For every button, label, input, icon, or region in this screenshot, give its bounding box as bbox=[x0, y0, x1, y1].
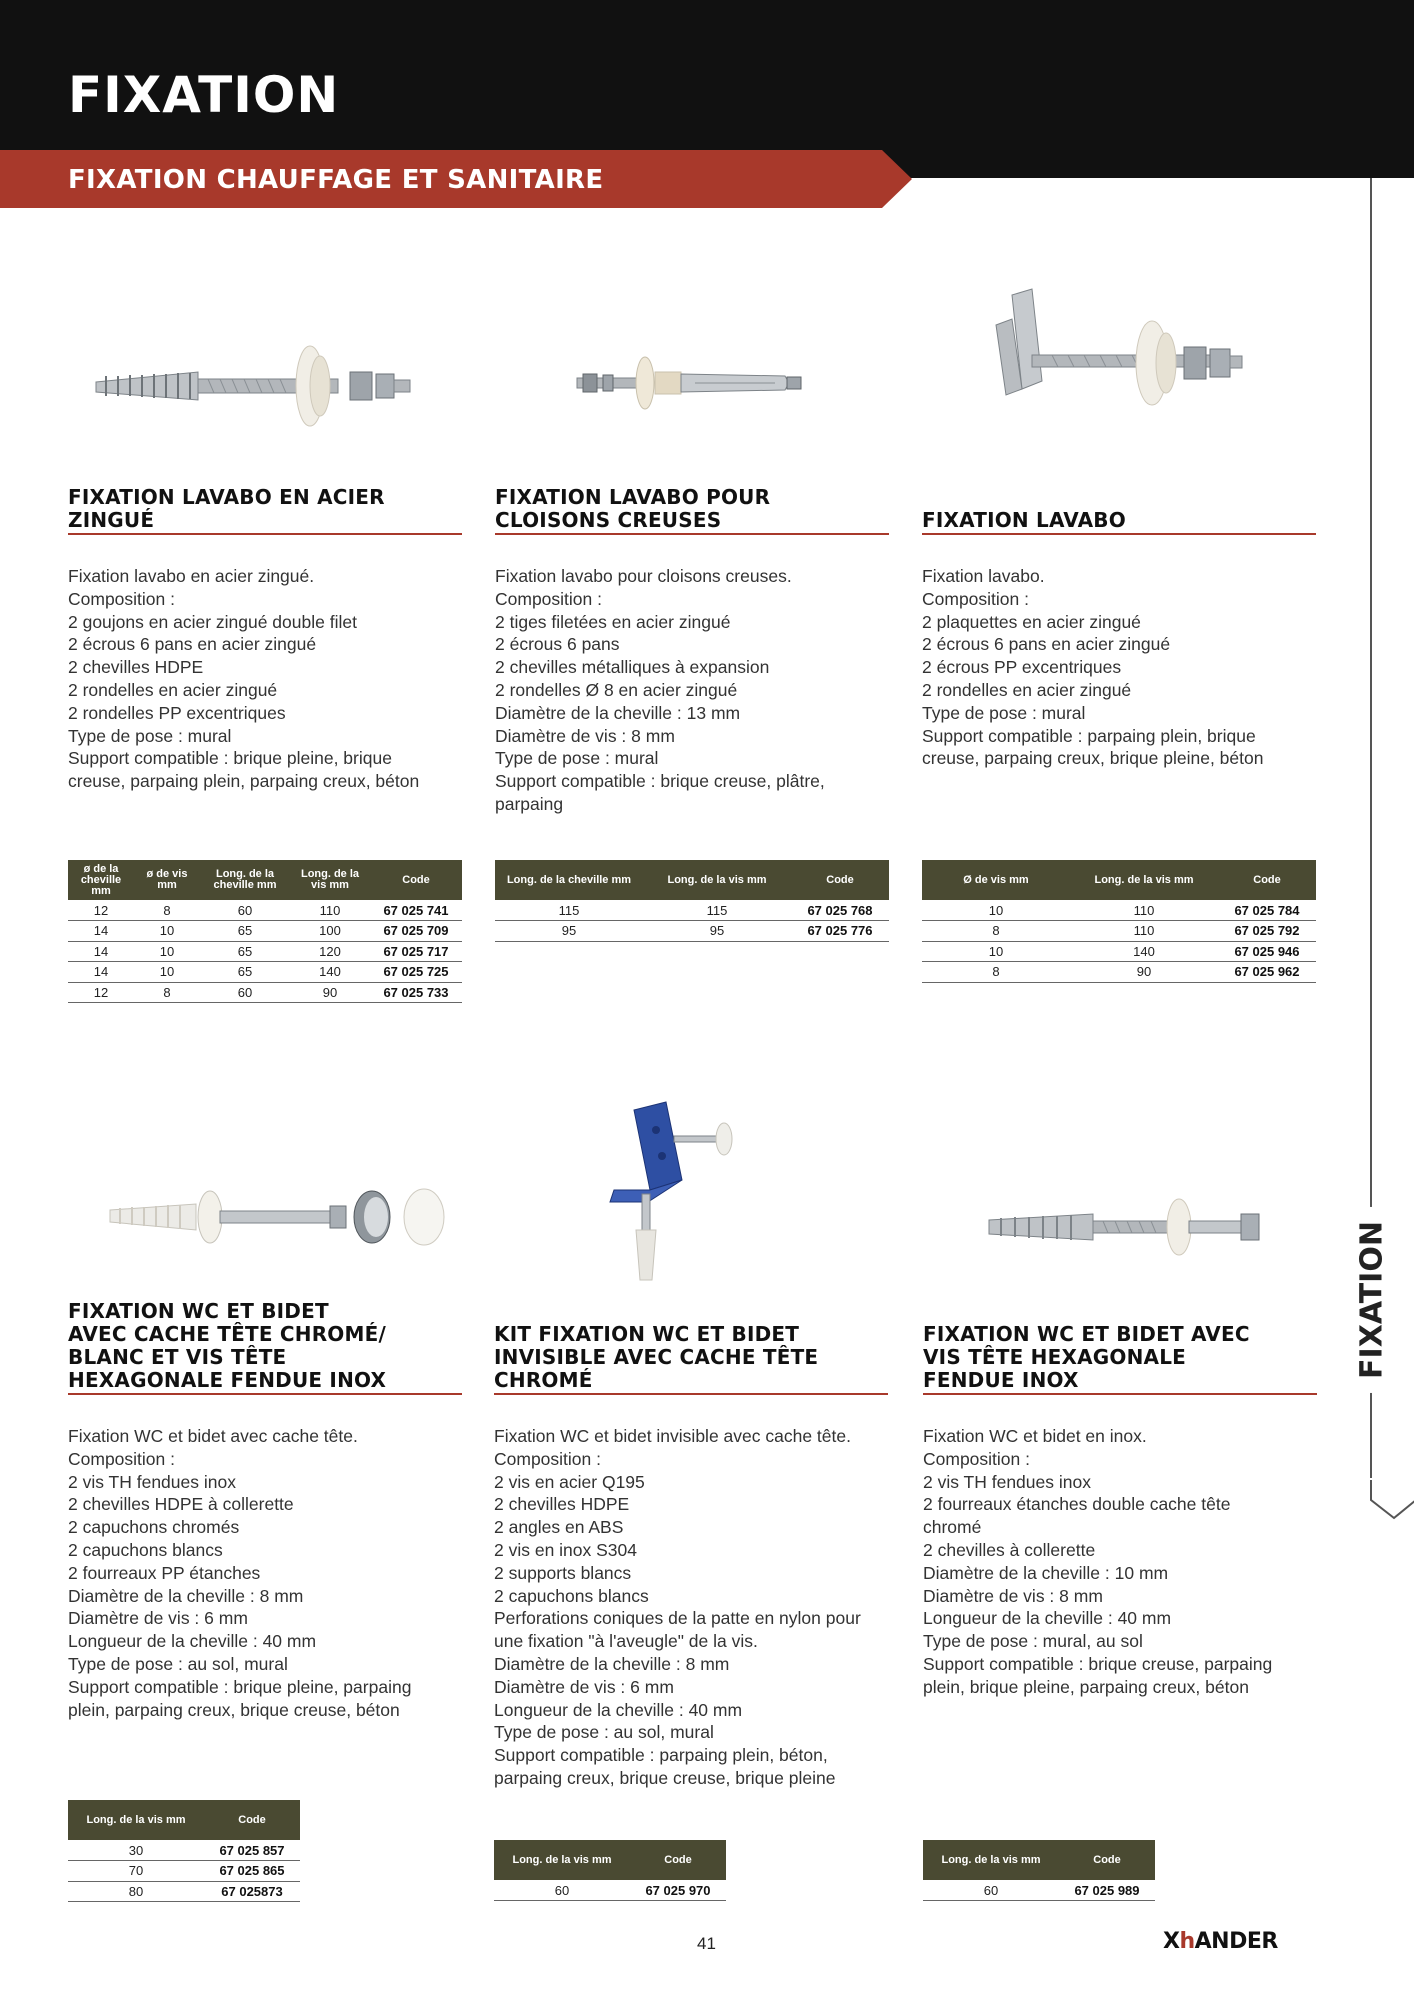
product-description: Fixation lavabo pour cloisons creuses. Composition : 2 tiges filetées en acier zingué 2 écrous 6 pans 2 chevilles métalliques à expansion 2 rondelles Ø 8 en acier zingué Diamètre de la cheville : 13 mm Diamètre de vis : 8 mm Type de pose : mural Support compatible : brique creuse, plâtre, parpaing bbox=[495, 566, 825, 814]
table-row: 60 67 025 989 bbox=[923, 1880, 1155, 1901]
spec-table bbox=[68, 860, 462, 1003]
product-image-wc-hex-bolt bbox=[983, 1190, 1273, 1270]
title-divider bbox=[495, 533, 889, 535]
table-row: 12 8 60 90 67 025 733 bbox=[68, 982, 462, 1003]
page-title: FIXATION bbox=[68, 66, 340, 124]
column-header: Long. de la vis mm bbox=[1070, 860, 1218, 900]
product-card bbox=[494, 1100, 888, 1920]
product-title: FIXATION LAVABO EN ACIER ZINGUÉ bbox=[68, 485, 385, 532]
product-card bbox=[922, 300, 1316, 1020]
title-divider bbox=[923, 1393, 1317, 1395]
product-title: FIXATION WC ET BIDET AVEC CACHE TÊTE CHROMÉ/ BLANC ET VIS TÊTE HEXAGONALE FENDUE INOX bbox=[68, 1299, 387, 1392]
page-number: 41 bbox=[697, 1934, 716, 1953]
brand-logo: XhANDER bbox=[1163, 1929, 1278, 1954]
table-row: 30 67 025 857 bbox=[68, 1840, 300, 1861]
side-tab-label: FIXATION bbox=[1355, 1207, 1390, 1393]
table-row: 8 110 67 025 792 bbox=[922, 921, 1316, 942]
product-image-wall-anchor-bolt bbox=[88, 310, 433, 460]
table-row: 80 67 025873 bbox=[68, 1881, 300, 1902]
column-header: Long. de la vis mm bbox=[643, 860, 791, 900]
table-row: 115 115 67 025 768 bbox=[495, 900, 889, 921]
column-header: Code bbox=[791, 860, 889, 900]
column-header: Code bbox=[370, 860, 462, 900]
product-card bbox=[68, 1100, 462, 1920]
product-image-wc-fixing-with-caps bbox=[106, 1160, 451, 1270]
column-header: Code bbox=[1218, 860, 1316, 900]
product-image-invisible-wc-kit bbox=[604, 1090, 764, 1290]
table-row: 8 90 67 025 962 bbox=[922, 962, 1316, 983]
column-header: Long. de la vis mm bbox=[290, 860, 370, 900]
column-header: Code bbox=[630, 1840, 726, 1880]
spec-table bbox=[922, 860, 1316, 983]
spec-table bbox=[494, 1840, 726, 1901]
table-row: 14 10 65 100 67 025 709 bbox=[68, 921, 462, 942]
product-card bbox=[923, 1100, 1317, 1920]
product-title: FIXATION LAVABO bbox=[922, 508, 1126, 532]
table-row: 14 10 65 140 67 025 725 bbox=[68, 962, 462, 983]
column-header: Long. de la vis mm bbox=[68, 1800, 204, 1840]
column-header: Long. de la vis mm bbox=[923, 1840, 1059, 1880]
spec-table bbox=[495, 860, 889, 942]
section-title: FIXATION CHAUFFAGE ET SANITAIRE bbox=[68, 165, 604, 195]
product-description: Fixation WC et bidet en inox. Composition : 2 vis TH fendues inox 2 fourreaux étanches double cache tête chromé 2 chevilles à collerette Diamètre de la cheville : 10 mm Diamètre de vis : 8 mm Longueur de la cheville : 40 mm Type de pose : mural, au sol Support compatible : brique creuse, parpaing plein, brique pleine, parpaing creux, béton bbox=[923, 1426, 1273, 1697]
table-row: 10 140 67 025 946 bbox=[922, 941, 1316, 962]
product-image-hollow-wall-anchor bbox=[565, 320, 825, 450]
title-divider bbox=[68, 533, 462, 535]
column-header: Long. de la vis mm bbox=[494, 1840, 630, 1880]
side-tab-chevron-icon bbox=[1370, 1480, 1414, 1520]
column-header: Long. de la cheville mm bbox=[495, 860, 643, 900]
spec-table bbox=[68, 1800, 300, 1902]
product-title: FIXATION LAVABO POUR CLOISONS CREUSES bbox=[495, 485, 771, 532]
title-divider bbox=[494, 1393, 888, 1395]
product-description: Fixation WC et bidet invisible avec cache tête. Composition : 2 vis en acier Q195 2 chevilles HDPE 2 angles en ABS 2 vis en inox S304 2 supports blancs 2 capuchons blancs Perforations coniques de la patte en nylon pour une fixation "à l'aveugle" de la vis. Diamètre de la cheville : 8 mm Diamètre de vis : 6 mm Longueur de la cheville : 40 mm Type de pose : au sol, mural Support compatible : parpaing plein, béton, parpaing creux, brique creuse, brique pleine bbox=[494, 1426, 861, 1788]
title-divider bbox=[68, 1393, 462, 1395]
table-row: 95 95 67 025 776 bbox=[495, 921, 889, 942]
table-row: 14 10 65 120 67 025 717 bbox=[68, 941, 462, 962]
spec-table bbox=[923, 1840, 1155, 1901]
column-header: ø de vis mm bbox=[134, 860, 200, 900]
column-header: ø de la cheville mm bbox=[68, 860, 134, 900]
column-header: Code bbox=[1059, 1840, 1155, 1880]
product-image-plate-bolt bbox=[972, 285, 1262, 445]
column-header: Code bbox=[204, 1800, 300, 1840]
table-row: 60 67 025 970 bbox=[494, 1880, 726, 1901]
column-header: Ø de vis mm bbox=[922, 860, 1070, 900]
product-description: Fixation lavabo en acier zingué. Composition : 2 goujons en acier zingué double filet 2 écrous 6 pans en acier zingué 2 chevilles HDPE 2 rondelles en acier zingué 2 rondelles PP excentriques Type de pose : mural Support compatible : brique pleine, brique creuse, parpaing plein, parpaing creux, béton bbox=[68, 566, 420, 792]
product-card bbox=[68, 300, 462, 1020]
title-divider bbox=[922, 533, 1316, 535]
product-card bbox=[495, 300, 889, 1020]
table-row: 12 8 60 110 67 025 741 bbox=[68, 900, 462, 921]
table-row: 10 110 67 025 784 bbox=[922, 900, 1316, 921]
product-title: KIT FIXATION WC ET BIDET INVISIBLE AVEC CACHE TÊTE CHROMÉ bbox=[494, 1322, 819, 1392]
table-row: 70 67 025 865 bbox=[68, 1861, 300, 1882]
product-description: Fixation WC et bidet avec cache tête. Composition : 2 vis TH fendues inox 2 chevilles HDPE à collerette 2 capuchons chromés 2 capuchons blancs 2 fourreaux PP étanches Diamètre de la cheville : 8 mm Diamètre de vis : 6 mm Longueur de la cheville : 40 mm Type de pose : au sol, mural Support compatible : brique pleine, parpaing plein, parpaing creux, brique creuse, béton bbox=[68, 1426, 412, 1720]
column-header: Long. de la cheville mm bbox=[200, 860, 290, 900]
product-title: FIXATION WC ET BIDET AVEC VIS TÊTE HEXAGONALE FENDUE INOX bbox=[923, 1322, 1250, 1392]
product-description: Fixation lavabo. Composition : 2 plaquettes en acier zingué 2 écrous 6 pans en acier zingué 2 écrous PP excentriques 2 rondelles en acier zingué Type de pose : mural Support compatible : parpaing plein, brique creuse, parpaing creux, brique pleine, béton bbox=[922, 566, 1264, 769]
